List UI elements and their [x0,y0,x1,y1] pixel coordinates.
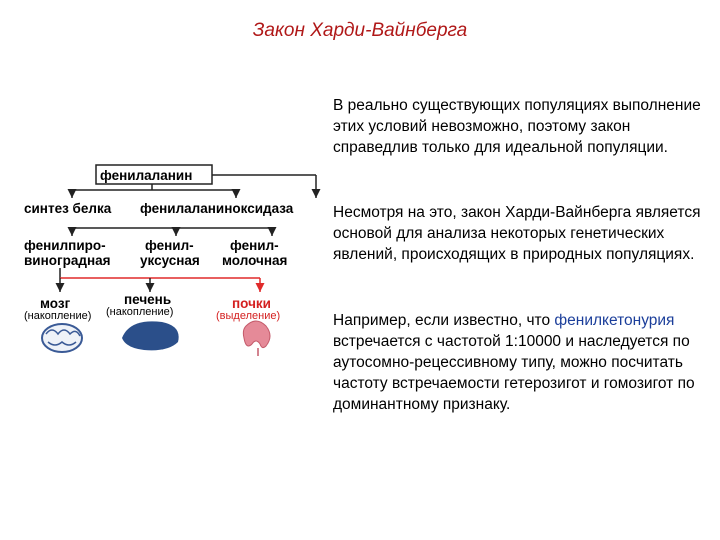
protein-synthesis-label: синтез белка [24,201,112,216]
acid3-label-line2: молочная [222,253,288,268]
acid1-label-line2: виноградная [24,253,111,268]
acid1-label-line1: фенилпиро- [24,238,106,253]
organ-liver-note: (накопление) [106,306,174,318]
paragraph-3-start: Например, если известно, что [333,312,555,329]
organ-brain-label: мозг [40,296,71,311]
acid2-label-line2: уксусная [140,253,200,268]
brain-icon [42,324,82,352]
phenylketonuria-highlight: фенилкетонурия [554,312,675,329]
organ-kidney-label: почки [232,296,271,311]
slide-title: Закон Харди-Вайнберга [252,20,468,41]
paragraph-1: В реально существующих популяциях выполнение этих условий невозможно, поэтому закон справедлив только для идеальной популяции. [333,97,701,156]
acid3-label-line1: фенил- [230,238,279,253]
organ-kidney-note: (выделение) [216,310,281,322]
kidney-icon [243,321,270,356]
paragraph-2: Несмотря на это, закон Харди-Вайнберга является основой для анализа некоторых генетических явлений, происходящих в природных популяциях. [333,204,701,263]
paragraph-3 [333,310,705,415]
paragraph-3-end: встречается с частотой 1:10000 и наследуется по аутосомно-рецессивному типу, можно посчитать частоту встречаемости гетерозигот и гомозигот по доминантному признаку. [333,333,695,413]
enzyme-label: фенилаланиноксидаза [140,201,294,216]
acid2-label-line1: фенил- [145,238,194,253]
phenylalanine-label: фенилаланин [100,168,193,183]
liver-icon [122,321,179,350]
organ-brain-note: (накопление) [24,310,92,322]
organ-liver-label: печень [124,292,172,307]
